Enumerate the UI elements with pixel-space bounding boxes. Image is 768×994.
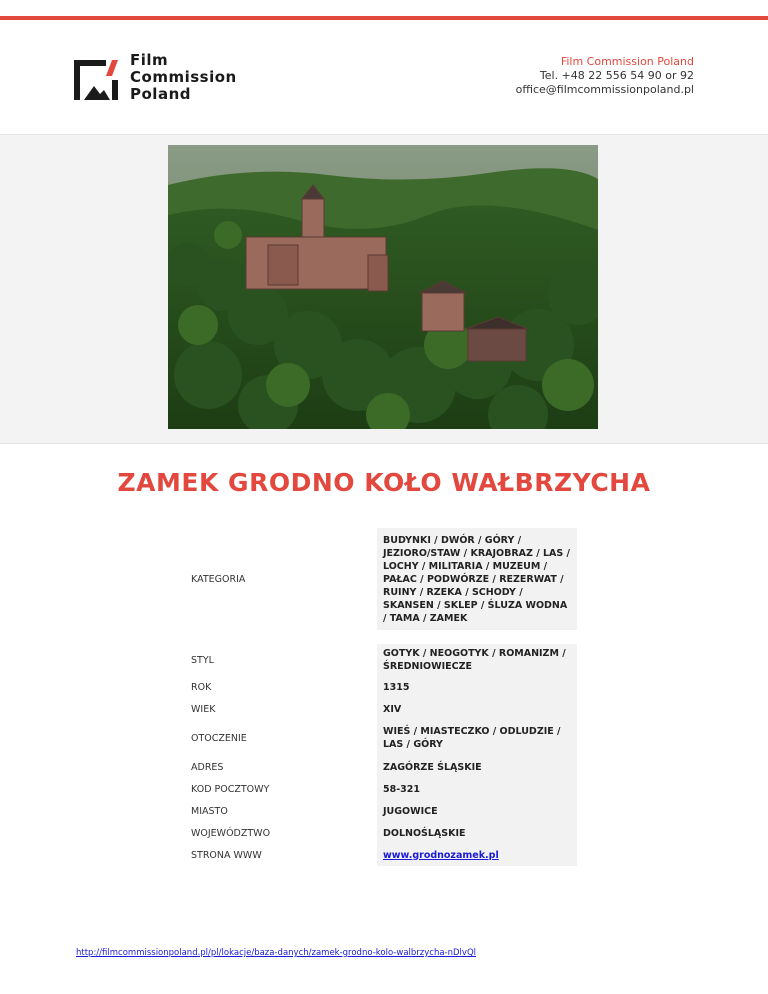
attr-label-adres: ADRES bbox=[191, 761, 224, 773]
table-row bbox=[185, 720, 577, 756]
page-title: ZAMEK GRODNO KOŁO WAŁBRZYCHA bbox=[117, 468, 651, 497]
logo-line-poland: Poland bbox=[130, 85, 191, 103]
attr-label-otoczenie: OTOCZENIE bbox=[191, 732, 247, 744]
film-commission-poland-logo[interactable] bbox=[72, 52, 252, 108]
table-row bbox=[185, 800, 577, 822]
attr-value-miasto: JUGOWICE bbox=[377, 800, 577, 822]
table-row bbox=[185, 822, 577, 844]
contact-organization: Film Commission Poland bbox=[560, 55, 694, 68]
table-row bbox=[185, 756, 577, 778]
attr-label-wiek: WIEK bbox=[191, 703, 216, 715]
attr-value-strona-www bbox=[377, 844, 577, 866]
table-row bbox=[185, 844, 577, 866]
attr-value-adres: ZAGÓRZE ŚLĄSKIE bbox=[377, 756, 577, 778]
contact-block bbox=[516, 55, 694, 97]
photo-band bbox=[0, 134, 768, 444]
location-attributes-table bbox=[185, 528, 577, 866]
logo-mark-icon bbox=[72, 56, 120, 104]
attr-label-strona-www: STRONA WWW bbox=[191, 849, 262, 861]
attr-label-kategoria: KATEGORIA bbox=[191, 573, 246, 585]
logo-line-film: Film bbox=[130, 51, 169, 69]
table-row bbox=[185, 778, 577, 800]
attr-label-kod-pocztowy: KOD POCZTOWY bbox=[191, 783, 270, 795]
attr-value-rok: 1315 bbox=[377, 676, 577, 698]
attr-value-kategoria: BUDYNKI / DWÓR / GÓRY / JEZIORO/STAW / KRAJOBRAZ / LAS / LOCHY / MILITARIA / MUZEUM / PAŁAC / PODWÓRZE / REZERWAT / RUINY / RZEKA / SCHODY / SKANSEN / SKLEP / ŚLUZA WODNA / TAMA / ZAMEK bbox=[377, 528, 577, 630]
castle-photo bbox=[168, 145, 598, 429]
logo-wordmark bbox=[130, 52, 237, 103]
table-row bbox=[185, 676, 577, 698]
attr-value-otoczenie: WIEŚ / MIASTECZKO / ODLUDZIE / LAS / GÓRY bbox=[377, 720, 577, 756]
attr-value-wojewodztwo: DOLNOŚLĄSKIE bbox=[377, 822, 577, 844]
footer-source-link[interactable]: http://filmcommissionpoland.pl/pl/lokacje/baza-danych/zamek-grodno-kolo-walbrzycha-nDlvQl bbox=[76, 948, 476, 958]
top-accent-bar bbox=[0, 16, 768, 20]
attr-label-rok: ROK bbox=[191, 681, 212, 693]
contact-phone: Tel. +48 22 556 54 90 or 92 bbox=[539, 69, 694, 82]
attr-label-wojewodztwo: WOJEWÓDZTWO bbox=[191, 827, 271, 839]
table-spacer bbox=[185, 630, 577, 644]
website-link[interactable]: www.grodnozamek.pl bbox=[383, 849, 499, 861]
attr-value-wiek: XIV bbox=[377, 698, 577, 720]
attr-label-miasto: MIASTO bbox=[191, 805, 228, 817]
attr-value-styl: GOTYK / NEOGOTYK / ROMANIZM / ŚREDNIOWIECZE bbox=[377, 644, 577, 676]
attr-value-kod-pocztowy: 58-321 bbox=[377, 778, 577, 800]
table-row bbox=[185, 528, 577, 630]
table-row bbox=[185, 698, 577, 720]
attr-label-styl: STYL bbox=[191, 654, 214, 666]
logo-line-commission: Commission bbox=[130, 68, 237, 86]
table-row bbox=[185, 644, 577, 676]
contact-email[interactable]: office@filmcommissionpoland.pl bbox=[515, 83, 694, 96]
